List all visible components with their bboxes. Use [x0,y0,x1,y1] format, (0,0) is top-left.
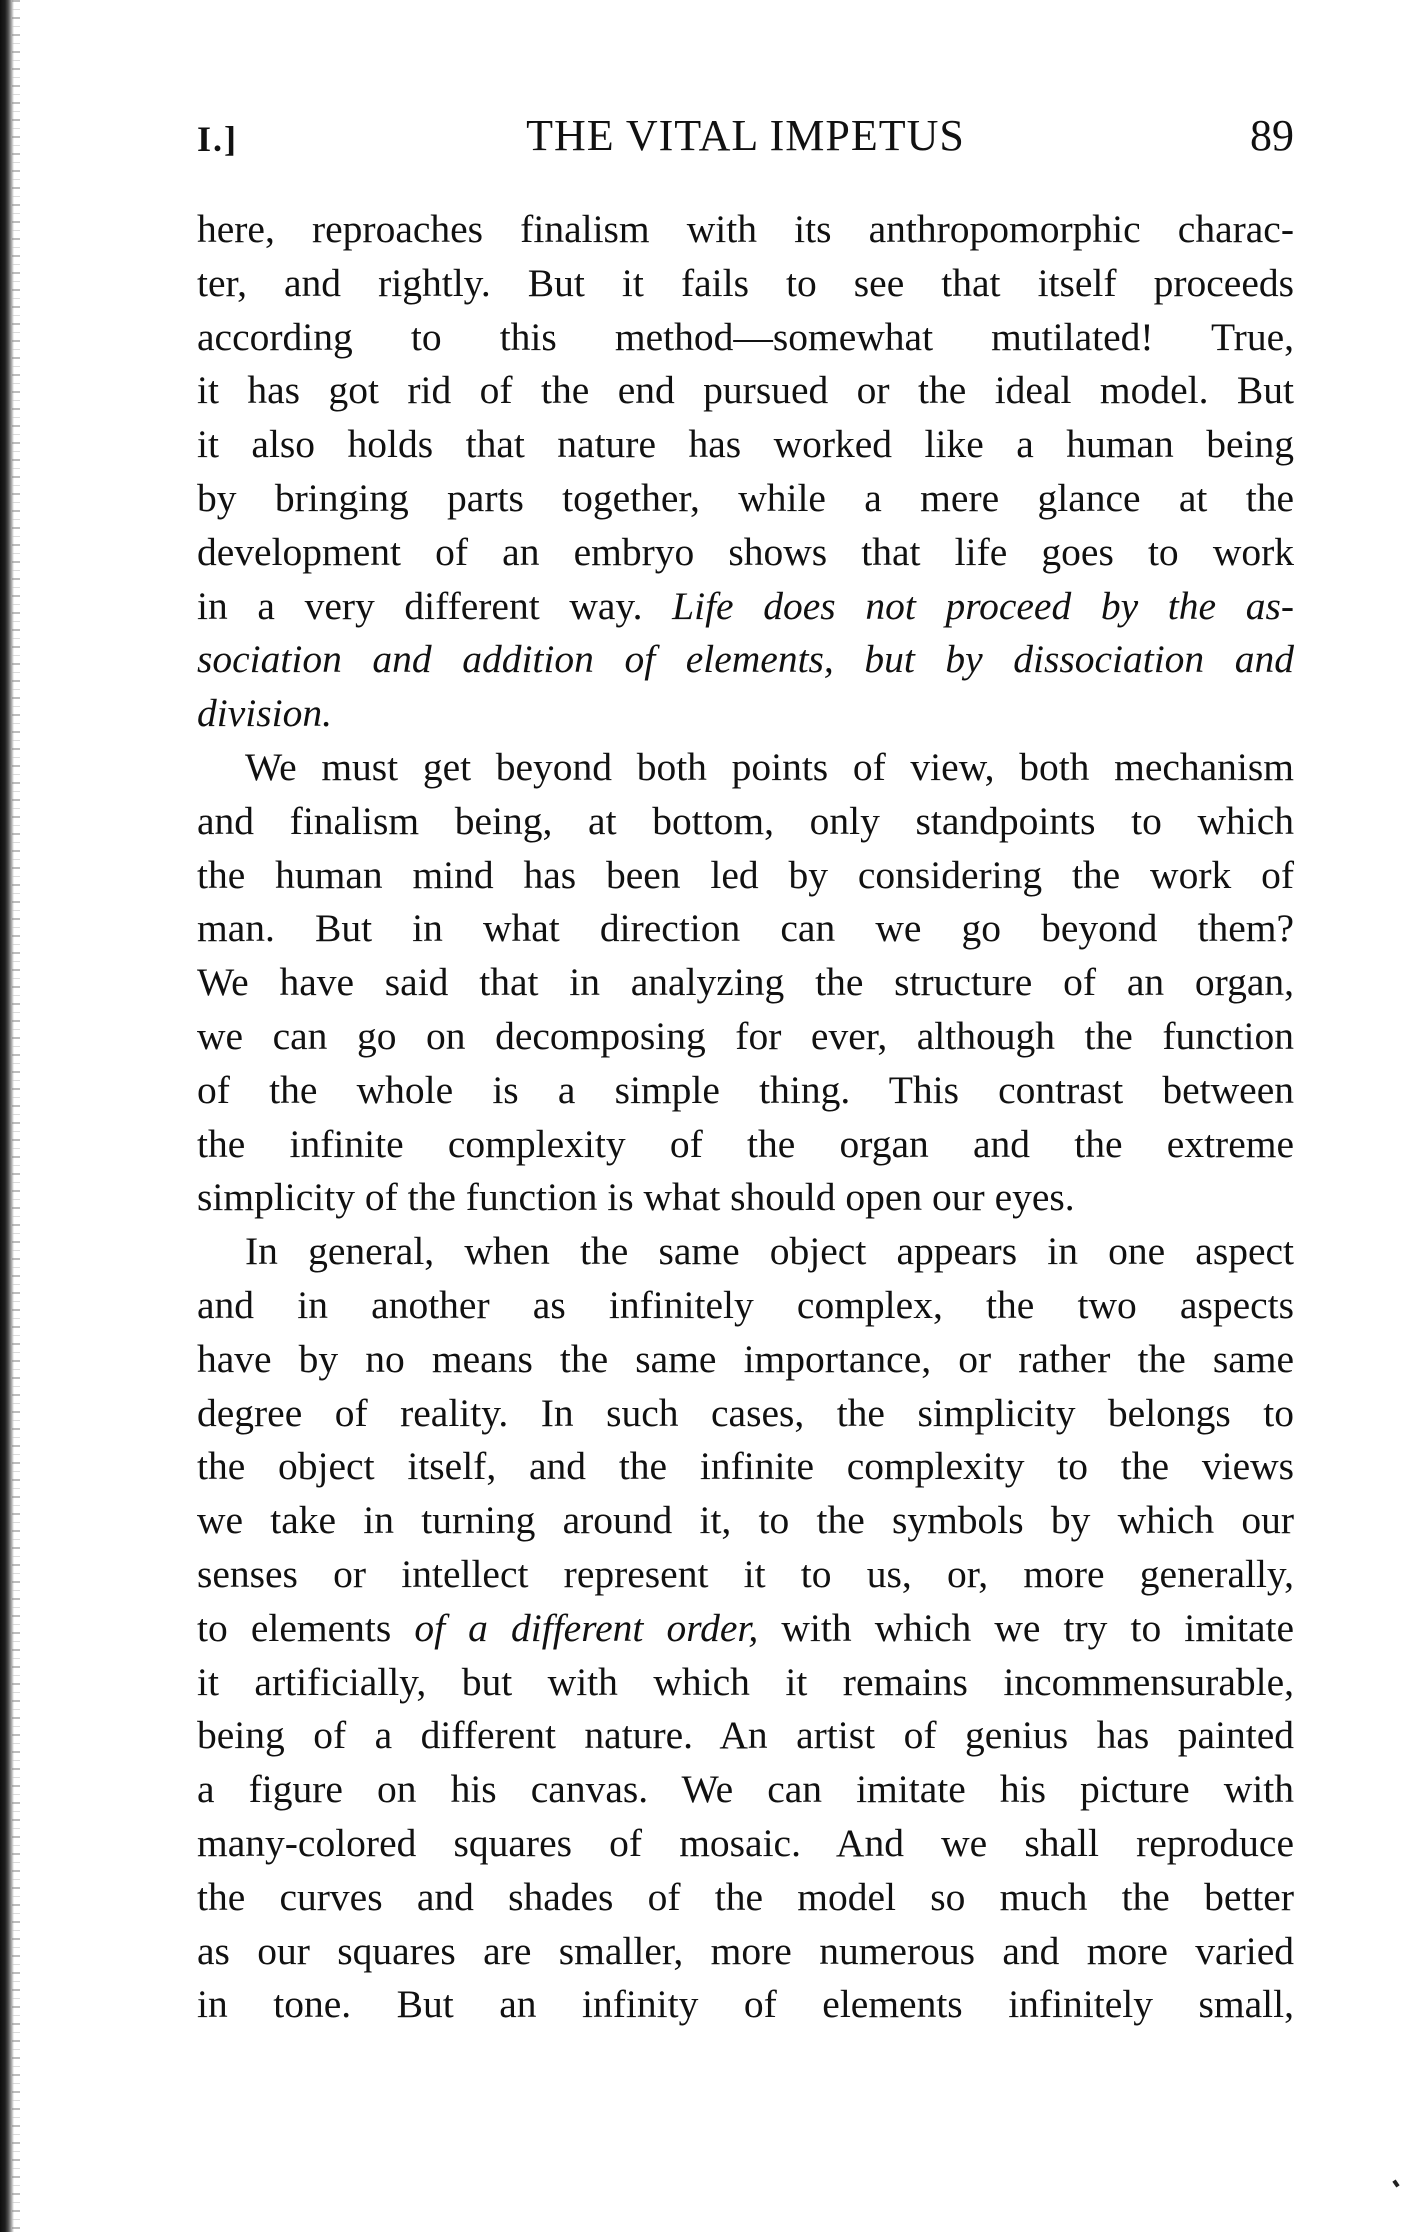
text-line: have by no means the same importance, or rather the same [197,1336,1294,1381]
text-line: in tone. But an infinity of elements infinitely small, [197,1982,1294,2027]
text-line [197,580,1294,634]
italic-emphasis-line: division. [197,691,332,736]
text-line: senses or intellect represent it to us, or, more generally, [197,1551,1294,1596]
paragraph-start-line: We must get beyond both points of view, both mechanism [245,744,1294,789]
text-line: ter, and rightly. But it fails to see that itself proceeds [197,260,1294,305]
text-line: development of an embryo shows that life goes to work [197,529,1294,574]
text-line: a figure on his canvas. We can imitate his picture with [197,1767,1294,1812]
italic-emphasis-line: sociation and addition of elements, but by dissociation and [197,637,1294,682]
text-line: it also holds that nature has worked like a human being [197,422,1294,467]
text-line: as our squares are smaller, more numerous and more varied [197,1928,1294,1973]
text-line: here, reproaches finalism with its anthropomorphic charac- [197,207,1294,251]
page-number: 89 [1250,111,1294,160]
text-line: the curves and shades of the model so much the better [197,1874,1294,1919]
text-run: with which we try to imitate [781,1605,1294,1650]
section-number: I.] [197,119,238,159]
text-line: it artificially, but with which it remains incommensurable, [197,1659,1294,1704]
text-line: We have said that in analyzing the structure of an organ, [197,960,1294,1005]
text-line: and in another as infinitely complex, the two aspects [197,1282,1294,1327]
text-line: the human mind has been led by considering the work of [197,852,1294,897]
text-line: many-colored squares of mosaic. And we shall reproduce [197,1820,1294,1865]
text-line: it has got rid of the end pursued or the ideal model. But [197,368,1294,413]
text-line: by bringing parts together, while a mere glance at the [197,475,1294,520]
text-line: simplicity of the function is what should open our eyes. [197,1175,1075,1220]
text-line: man. But in what direction can we go beyond them? [197,906,1294,951]
text-line: degree of reality. In such cases, the simplicity belongs to [197,1390,1294,1435]
text-line [197,1602,1294,1656]
italic-emphasis: of a different order, [414,1605,759,1650]
text-line: the infinite complexity of the organ and the extreme [197,1121,1294,1166]
binding-shadow [12,0,20,2232]
text-line: we take in turning around it, to the symbols by which our [197,1498,1294,1543]
running-head [197,110,1294,170]
running-title: THE VITAL IMPETUS [526,111,965,160]
scan-mark [1392,2179,1399,2187]
text-line: the object itself, and the infinite complexity to the views [197,1444,1294,1489]
text-run: in a very different way. [197,583,643,628]
text-line: we can go on decomposing for ever, although the function [197,1013,1294,1058]
body-text [197,203,1294,2032]
paragraph-start-line: In general, when the same object appears in one aspect [245,1229,1294,1274]
text-line: being of a different nature. An artist of genius has painted [197,1713,1294,1758]
text-line: and finalism being, at bottom, only standpoints to which [197,798,1294,843]
italic-emphasis: Life does not proceed by the as- [672,583,1294,628]
text-line: according to this method—somewhat mutilated! True, [197,314,1294,359]
text-run: to elements [197,1605,392,1650]
text-line: of the whole is a simple thing. This contrast between [197,1067,1294,1112]
